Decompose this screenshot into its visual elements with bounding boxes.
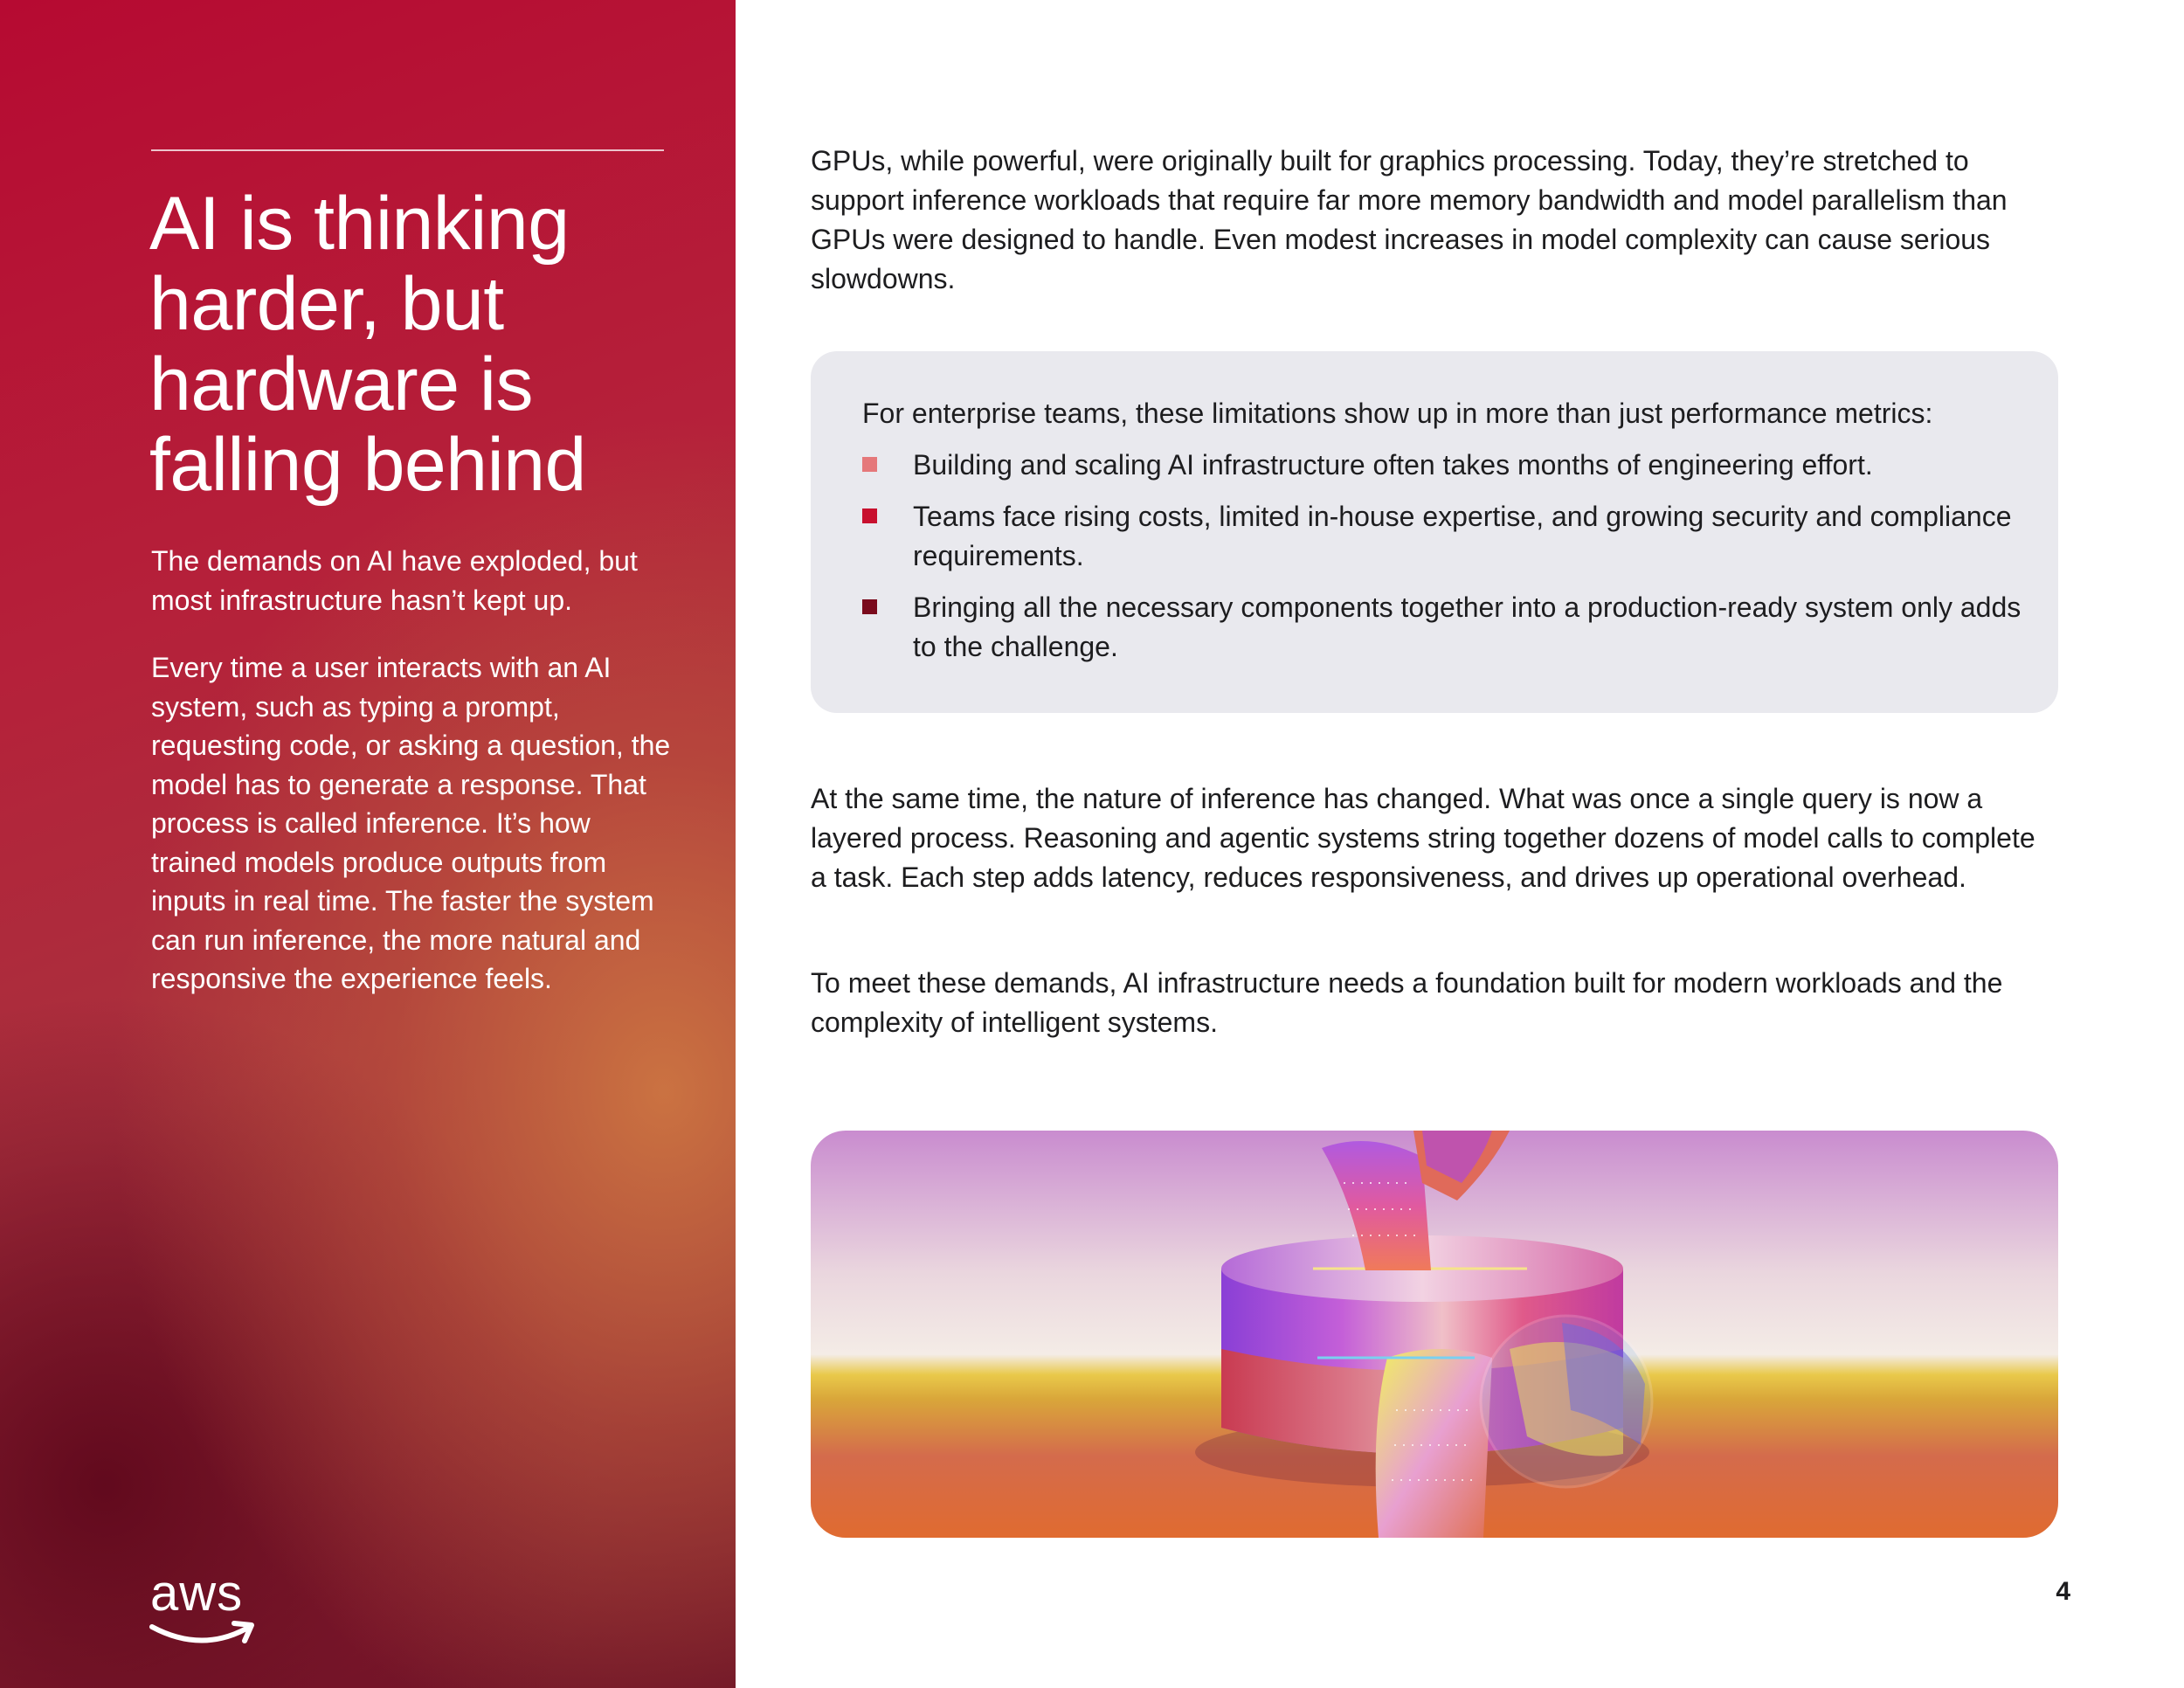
title-divider bbox=[151, 149, 664, 151]
abstract-cylinder-ribbon-illustration bbox=[811, 1131, 2058, 1538]
list-item bbox=[862, 446, 2033, 485]
callout-bullet-list bbox=[862, 446, 2033, 679]
list-item bbox=[862, 497, 2033, 576]
page-title: AI is thinking harder, but hardware is falling behind bbox=[149, 182, 586, 507]
bullet-text: Bringing all the necessary components together into a production-ready system only adds to the challenge. bbox=[913, 591, 2022, 662]
intro-paragraph: GPUs, while powerful, were originally built for graphics processing. Today, they’re stretched to support inference workloads that require far more memory bandwidth and model parallelism than GPUs were designed to handle. Even modest increases in model complexity can cause serious slowdowns. bbox=[811, 145, 2008, 294]
lead-paragraph: The demands on AI have exploded, but most infrastructure hasn’t kept up. bbox=[151, 545, 638, 616]
list-item bbox=[862, 588, 2033, 667]
callout-lead: For enterprise teams, these limitations show up in more than just performance metrics: bbox=[862, 398, 1933, 429]
bullet-text: Building and scaling AI infrastructure often takes months of engineering effort. bbox=[913, 449, 1873, 481]
bullet-square-icon bbox=[862, 457, 877, 472]
paragraph-inference-change: At the same time, the nature of inference has changed. What was once a single query is now a layered process. Reasoning and agentic systems string together dozens of model calls to complete a task. Each step adds latency, reduces responsiveness, and drives up operational overhead. bbox=[811, 783, 2035, 893]
aws-smile-arrow-icon bbox=[149, 1616, 258, 1651]
bullet-text: Teams face rising costs, limited in-house expertise, and growing security and compliance requirements. bbox=[913, 501, 2012, 571]
left-panel bbox=[0, 0, 736, 1688]
paragraph-foundation: To meet these demands, AI infrastructure needs a foundation built for modern workloads and the complexity of intelligent systems. bbox=[811, 967, 2003, 1038]
bullet-square-icon bbox=[862, 508, 877, 523]
bullet-square-icon bbox=[862, 599, 877, 614]
page-number: 4 bbox=[2056, 1577, 2070, 1606]
aws-logo-text: aws bbox=[150, 1565, 244, 1622]
aws-logo bbox=[149, 1565, 262, 1651]
callout-box bbox=[811, 351, 2058, 713]
body-paragraph: Every time a user interacts with an AI system, such as typing a prompt, requesting code, or asking a question, the model has to generate a response. That process is called inference. It’s how trained models produce outputs from inputs in real time. The faster the system can run inference, the more natural and responsive the experience feels. bbox=[151, 652, 671, 994]
